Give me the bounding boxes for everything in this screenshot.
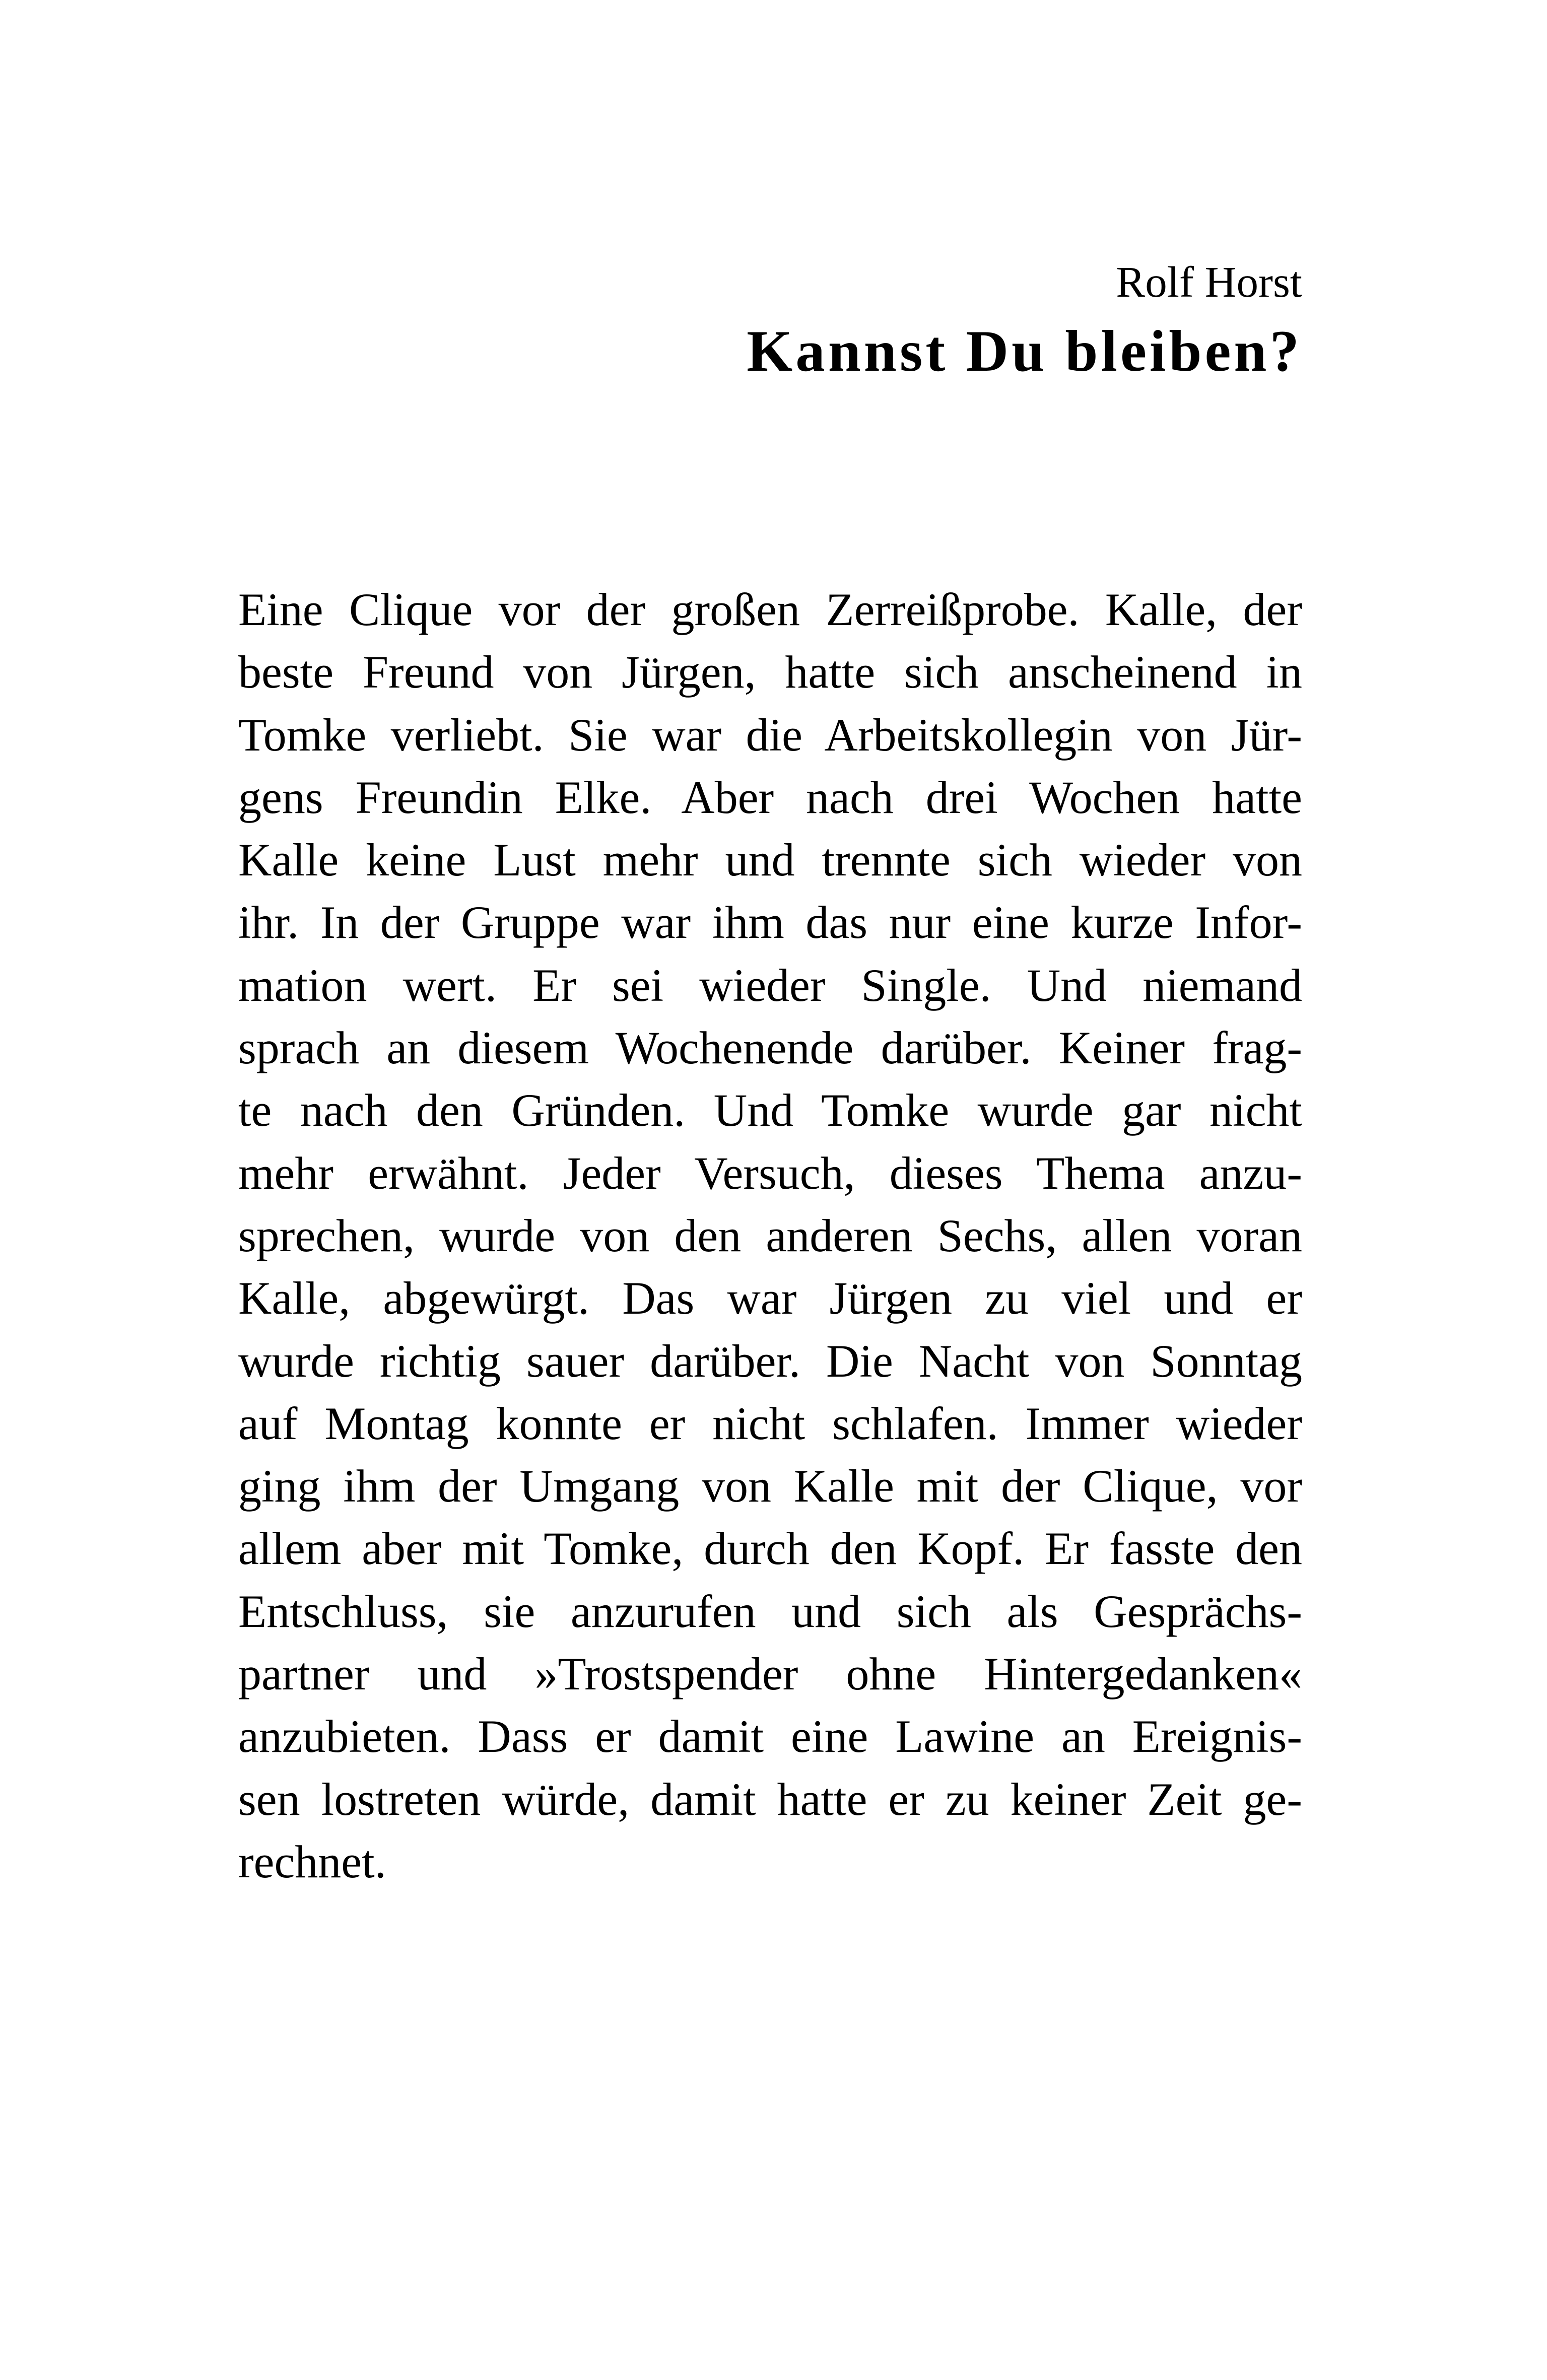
- text-line: Eine Clique vor der großen Zerreißprobe. Kalle, der: [238, 584, 1302, 635]
- text-line: mehr erwähnt. Jeder Versuch, dieses Thema anzu-: [238, 1147, 1302, 1199]
- text-line: sen lostreten würde, damit hatte er zu keiner Zeit ge-: [238, 1773, 1302, 1825]
- text-line: Tomke verliebt. Sie war die Arbeitskollegin von Jür-: [238, 709, 1302, 761]
- text-line: sprechen, wurde von den anderen Sechs, allen voran: [238, 1209, 1302, 1261]
- author-name: Rolf Horst: [1116, 257, 1302, 306]
- text-line: mation wert. Er sei wieder Single. Und niemand: [238, 959, 1302, 1011]
- text-line: anzubieten. Dass er damit eine Lawine an Ereignis-: [238, 1711, 1302, 1762]
- text-line: Kalle keine Lust mehr und trennte sich wieder von: [238, 834, 1302, 886]
- text-line: Entschluss, sie anzurufen und sich als Gesprächs-: [238, 1585, 1302, 1637]
- text-line: ging ihm der Umgang von Kalle mit der Clique, vor: [238, 1460, 1302, 1512]
- text-line: sprach an diesem Wochenende darüber. Keiner frag-: [238, 1022, 1302, 1074]
- text-line: allem aber mit Tomke, durch den Kopf. Er fasste den: [238, 1523, 1302, 1575]
- text-line: beste Freund von Jürgen, hatte sich anscheinend in: [238, 646, 1302, 698]
- chapter-header: [747, 254, 1302, 389]
- body-paragraph: [238, 578, 1302, 1893]
- text-line: ihr. In der Gruppe war ihm das nur eine kurze Infor-: [238, 897, 1302, 948]
- text-line: auf Montag konnte er nicht schlafen. Immer wieder: [238, 1397, 1302, 1449]
- text-line: te nach den Gründen. Und Tomke wurde gar nicht: [238, 1084, 1302, 1136]
- text-line: rechnet.: [238, 1835, 386, 1887]
- text-line: Kalle, abgewürgt. Das war Jürgen zu viel und er: [238, 1272, 1302, 1324]
- chapter-title: Kannst Du bleiben?: [747, 319, 1302, 384]
- text-line: wurde richtig sauer darüber. Die Nacht von Sonntag: [238, 1335, 1302, 1387]
- text-line: partner und »Trostspender ohne Hintergedanken«: [238, 1648, 1302, 1700]
- text-line: gens Freundin Elke. Aber nach drei Wochen hatte: [238, 771, 1302, 823]
